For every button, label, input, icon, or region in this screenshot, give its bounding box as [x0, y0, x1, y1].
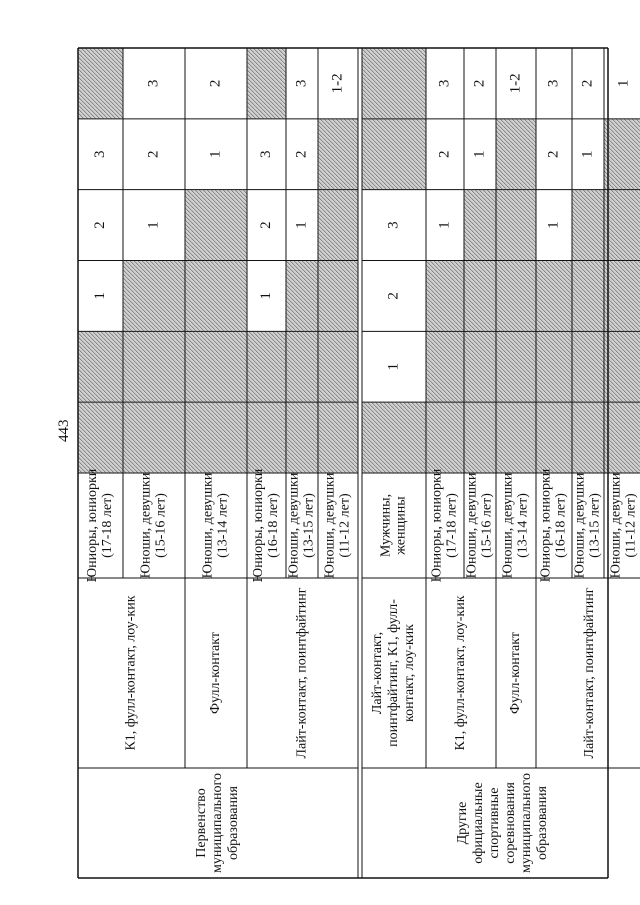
age-group-label: (13-15 лет) [301, 493, 317, 558]
section-title: образования [226, 786, 242, 860]
shaded-cell [605, 119, 640, 189]
shaded-cell [287, 261, 318, 331]
age-group-label: Юноши, девушки [322, 472, 338, 579]
place-cell: 2 [471, 79, 488, 88]
place-cell: 1 [207, 150, 224, 158]
shaded-cell [248, 403, 286, 473]
shaded-cell [248, 332, 286, 402]
shaded-cell [79, 403, 123, 473]
shaded-cell [186, 190, 247, 260]
shaded-cell [363, 403, 426, 473]
discipline-name: поинтфайтинг, К1, фулл- [386, 599, 402, 747]
age-group-label: Юноши, девушки [464, 472, 480, 579]
place-cell: 1-2 [329, 73, 346, 94]
discipline-name: Фулл-контакт [508, 632, 524, 714]
shaded-cell [465, 403, 496, 473]
age-group-label: Юноши, девушки [200, 472, 216, 579]
place-cell: 1 [471, 150, 488, 158]
age-group-label: Юниоры, юниорки [429, 468, 445, 583]
place-cell: 2 [436, 150, 453, 158]
age-group-label: Юниоры, юниорки [251, 468, 267, 583]
age-group-label: Юноши, девушки [286, 472, 302, 579]
place-cell: 1 [545, 221, 562, 229]
place-cell: 1 [615, 79, 632, 88]
shaded-cell [319, 119, 358, 189]
shaded-cell [319, 261, 358, 331]
place-cell: 1-2 [507, 73, 524, 94]
place-cell: 3 [436, 79, 453, 88]
shaded-cell [124, 403, 185, 473]
age-group-label: Мужчины, [378, 493, 394, 558]
shaded-cell [605, 403, 640, 473]
shaded-cell [427, 332, 464, 402]
shaded-cell [319, 332, 358, 402]
age-group-label: (17-18 лет) [100, 493, 116, 558]
age-group-label: Юниоры, юниорки [538, 468, 554, 583]
page-number: 443 [56, 419, 72, 442]
shaded-cell [363, 119, 426, 189]
place-cell: 1 [257, 292, 274, 300]
place-cell: 2 [545, 150, 562, 158]
age-group-label: Юниоры, юниорки [85, 468, 101, 583]
shaded-cell [497, 119, 536, 189]
shaded-cell [537, 332, 572, 402]
place-cell: 1 [436, 221, 453, 229]
age-group-label: (13-14 лет) [215, 493, 231, 558]
section-title: Первенство [194, 788, 210, 858]
section-title: муниципального [519, 773, 535, 873]
age-group-label: женщины [393, 496, 409, 555]
shaded-cell [79, 49, 123, 119]
place-cell: 2 [257, 221, 274, 229]
shaded-cell [465, 190, 496, 260]
place-cell: 3 [293, 79, 310, 88]
section-title: Другие [455, 801, 471, 845]
shaded-cell [319, 403, 358, 473]
place-cell: 2 [207, 79, 224, 88]
shaded-cell [186, 403, 247, 473]
age-group-label: Юноши, девушки [608, 472, 624, 579]
shaded-cell [573, 261, 604, 331]
section-title: образования [535, 786, 551, 860]
place-cell: 1 [91, 292, 108, 300]
shaded-cell [79, 332, 123, 402]
shaded-cell [573, 190, 604, 260]
discipline-name: Лайт-контакт, [370, 631, 386, 715]
age-group-label: Юноши, девушки [572, 472, 588, 579]
discipline-name: К1, фулл-контакт, лоу-кик [453, 595, 469, 751]
shaded-cell [573, 332, 604, 402]
age-group-label: (17-18 лет) [444, 493, 460, 558]
shaded-cell [465, 261, 496, 331]
shaded-cell [605, 190, 640, 260]
shaded-cell [124, 332, 185, 402]
discipline-name: К1, фулл-контакт, лоу-кик [123, 595, 139, 751]
age-group-label: (16-18 лет) [266, 493, 282, 558]
shaded-cell [363, 49, 426, 119]
shaded-cell [497, 261, 536, 331]
shaded-cell [537, 403, 572, 473]
discipline-name: Лайт-контакт, поинтфайтинг [294, 587, 310, 759]
shaded-cell [287, 332, 318, 402]
place-cell: 1 [385, 363, 402, 371]
shaded-cell [248, 49, 286, 119]
age-group-label: (13-14 лет) [515, 493, 531, 558]
place-cell: 1 [145, 221, 162, 229]
shaded-cell [465, 332, 496, 402]
place-cell: 2 [145, 150, 162, 158]
results-table [78, 48, 639, 878]
shaded-cell [573, 403, 604, 473]
shaded-cell [497, 190, 536, 260]
shaded-cell [124, 261, 185, 331]
age-group-label: (16-18 лет) [553, 493, 569, 558]
section-title: официальные [471, 782, 487, 864]
age-group-label: Юноши, девушки [500, 472, 516, 579]
shaded-cell [497, 403, 536, 473]
section-title: муниципального [210, 773, 226, 873]
shaded-cell [537, 261, 572, 331]
shaded-cell [605, 332, 640, 402]
place-cell: 2 [385, 292, 402, 300]
shaded-cell [287, 403, 318, 473]
shaded-cell [319, 190, 358, 260]
age-group-label: (11-12 лет) [337, 493, 353, 558]
shaded-cell [186, 261, 247, 331]
shaded-cell [427, 403, 464, 473]
place-cell: 3 [91, 150, 108, 158]
discipline-name: Лайт-контакт, поинтфайтинг [582, 587, 598, 759]
shaded-cell [427, 261, 464, 331]
shaded-cell [497, 332, 536, 402]
place-cell: 2 [91, 221, 108, 229]
place-cell: 3 [545, 79, 562, 88]
age-group-label: Юноши, девушки [138, 472, 154, 579]
place-cell: 2 [579, 79, 596, 88]
age-group-label: (13-15 лет) [587, 493, 603, 558]
section-title: соревнования [503, 782, 519, 864]
place-cell: 3 [385, 221, 402, 229]
age-group-label: (15-16 лет) [479, 493, 495, 558]
age-group-label: (11-12 лет) [623, 493, 639, 558]
place-cell: 2 [293, 150, 310, 158]
place-cell: 1 [579, 150, 596, 158]
place-cell: 3 [257, 150, 274, 158]
discipline-name: контакт, лоу-кик [402, 624, 418, 722]
place-cell: 1 [293, 221, 310, 229]
shaded-cell [186, 332, 247, 402]
section-title: спортивные [487, 787, 503, 859]
age-group-label: (15-16 лет) [153, 493, 169, 558]
place-cell: 3 [145, 79, 162, 88]
shaded-cell [605, 261, 640, 331]
rotated-table-wrapper [78, 48, 639, 878]
discipline-name: Фулл-контакт [208, 632, 224, 714]
